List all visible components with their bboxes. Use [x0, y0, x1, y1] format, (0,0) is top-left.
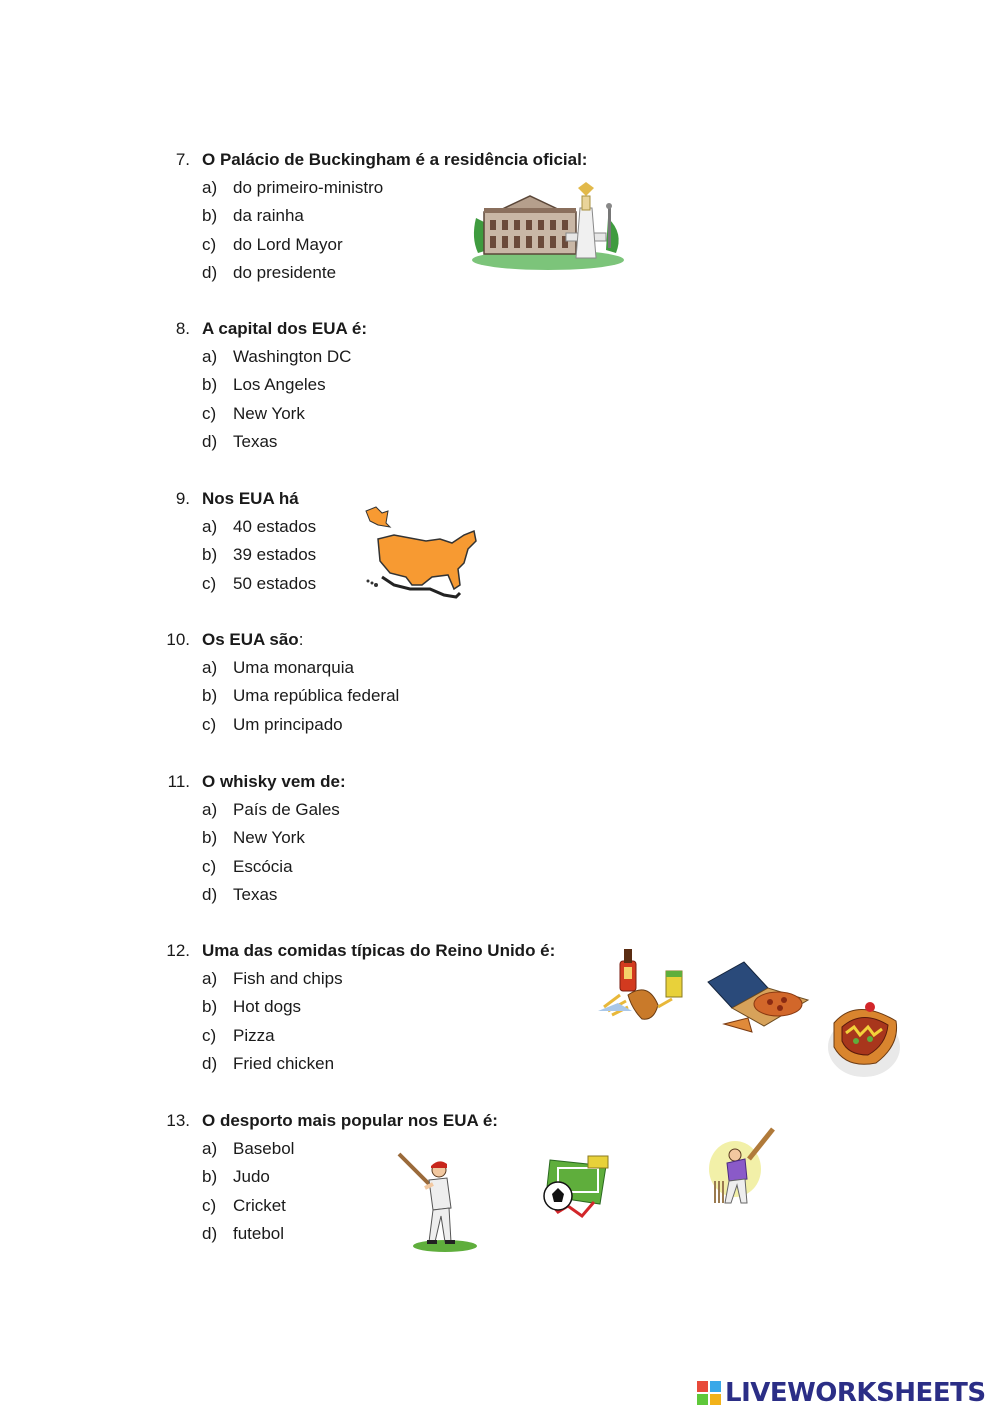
baseball-player-icon	[395, 1150, 481, 1254]
question-text: O desporto mais popular nos EUA é:	[202, 1111, 498, 1130]
question-text: Os EUA são:	[202, 630, 304, 649]
question-text: O whisky vem de:	[202, 772, 346, 791]
question-text: Uma das comidas típicas do Reino Unido é:	[202, 941, 556, 960]
question-text: Nos EUA há	[202, 489, 299, 508]
question-number: 9.	[175, 489, 190, 508]
question-number: 12.	[166, 941, 190, 960]
usa-map-icon	[360, 505, 482, 601]
brand-name: LIVEWORKSHEETS	[725, 1378, 986, 1408]
fish-and-chips-icon	[598, 945, 688, 1025]
question-number: 10.	[166, 630, 190, 649]
liveworksheets-badge-icon	[697, 1381, 721, 1405]
football-icon	[538, 1152, 612, 1224]
question-number: 11.	[167, 772, 190, 791]
hot-dog-icon	[826, 993, 902, 1081]
buckingham-palace-icon	[466, 178, 628, 272]
cricket-player-icon	[705, 1125, 779, 1209]
question-text: O Palácio de Buckingham é a residência oficial:	[202, 150, 588, 169]
question-number: 13.	[166, 1111, 190, 1130]
question-number: 7.	[175, 150, 190, 169]
question-text: A capital dos EUA é:	[202, 319, 367, 338]
pizza-icon	[704, 958, 810, 1038]
liveworksheets-logo	[697, 1378, 986, 1408]
question-number: 8.	[175, 319, 190, 338]
